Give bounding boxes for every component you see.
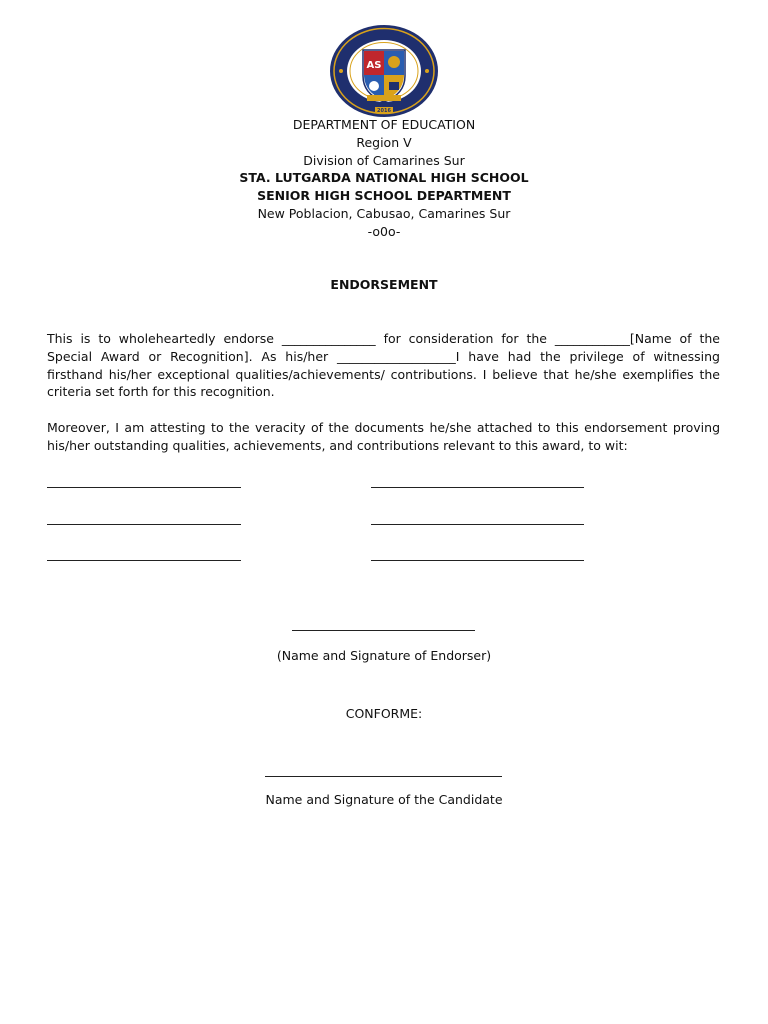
header-division: Division of Camarines Sur	[303, 152, 465, 168]
header-department: DEPARTMENT OF EDUCATION	[292, 117, 476, 132]
document-header	[0, 116, 768, 241]
seal-year: 2016	[377, 108, 391, 114]
header-region: Region V	[356, 134, 412, 150]
candidate-signature-label: Name and Signature of the Candidate	[265, 792, 503, 807]
header-school-name: STA. LUTGARDA NATIONAL HIGH SCHOOL	[239, 170, 529, 186]
school-seal-logo	[329, 24, 439, 118]
attestation-paragraph: Moreover, I am attesting to the veracity of the documents he/she attached to this endorsement proving his/her outstanding qualities, achievements, and contributions relevant to this award, to wit:	[47, 420, 720, 453]
endorser-signature-label: (Name and Signature of Endorser)	[276, 648, 492, 663]
document-blank-line[interactable]	[47, 560, 241, 561]
document-title: ENDORSEMENT	[330, 277, 438, 292]
document-blank-line[interactable]	[371, 487, 584, 488]
document-blank-line[interactable]	[371, 560, 584, 561]
header-separator: -o0o-	[367, 223, 401, 239]
endorsement-paragraph: This is to wholeheartedly endorse _______________ for consideration for the ____________[Name of the Special Award or Recognition]. As his/her ___________________I have had the privilege of witnessing firsthand his/her exceptional qualities/achievements/ contributions. I believe that he/she exemplifies the criteria set forth for this recognition.	[47, 331, 720, 400]
document-blank-line[interactable]	[371, 524, 584, 525]
conforme-label: CONFORME:	[345, 706, 423, 721]
header-school-department: SENIOR HIGH SCHOOL DEPARTMENT	[257, 188, 511, 204]
endorser-signature-line[interactable]	[292, 630, 475, 631]
header-address: New Poblacion, Cabusao, Camarines Sur	[257, 205, 511, 221]
svg-text:AS: AS	[366, 60, 382, 71]
document-blank-line[interactable]	[47, 524, 241, 525]
candidate-signature-line[interactable]	[265, 776, 502, 777]
document-blank-line[interactable]	[47, 487, 241, 488]
